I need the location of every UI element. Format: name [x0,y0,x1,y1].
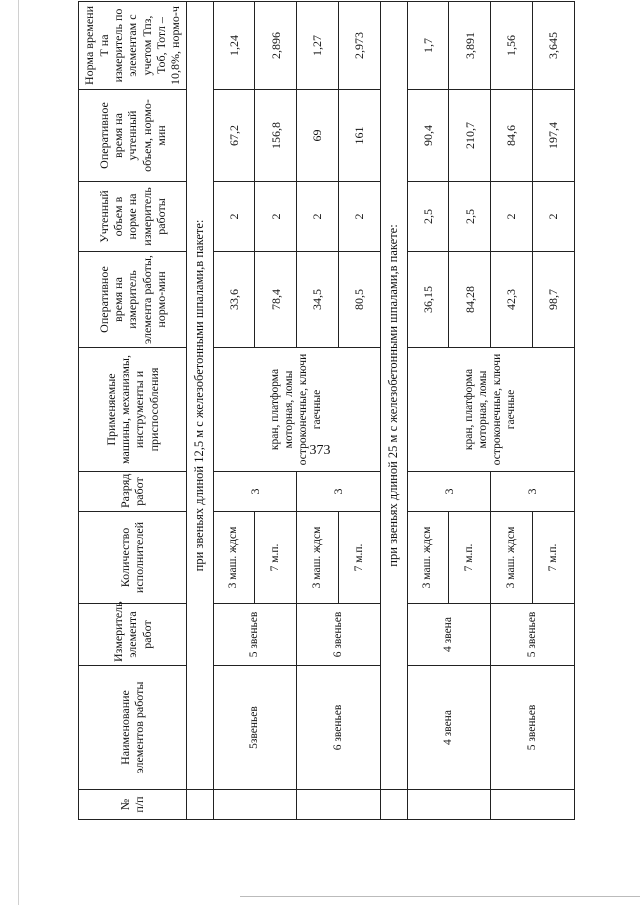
row-name: 5звеньев [213,666,297,790]
header-qty: Количество исполнителей [79,512,187,604]
row-grade: 3 [297,472,381,512]
row-norm-qty: 2,5 [449,182,491,252]
section-no [380,790,407,820]
section-tools: кран, платформа моторная, ломы остроконечные, ключи гаечные [213,348,380,472]
table-row [213,2,255,820]
row-op-total: 156,8 [255,90,297,182]
section-title: при звеньях длиной 12,5 м с железобетонными шпалами,в пакете: [186,2,213,790]
row-op-time: 42,3 [491,252,533,348]
row-qty-workers: 7 м.п. [255,512,297,604]
row-op-time: 36,15 [407,252,449,348]
row-meter: 5 звеньев [213,604,297,666]
row-name: 4 звена [407,666,491,790]
row-grade: 3 [491,472,575,512]
table-row [407,2,449,820]
row-norm-qty: 2 [491,182,533,252]
row-norm-time: 1,27 [297,2,339,90]
row-op-time: 80,5 [339,252,381,348]
header-tools: Применяемые машины, механизмы, инструменты и приспособления [79,348,187,472]
row-op-time: 84,28 [449,252,491,348]
row-grade: 3 [213,472,297,512]
row-qty-machinists: 3 маш. ждсм [297,512,339,604]
row-norm-time: 2,973 [339,2,381,90]
bottom-rule [240,896,640,897]
row-norm-time: 3,891 [449,2,491,90]
row-op-total: 161 [339,90,381,182]
row-norm-time: 1,56 [491,2,533,90]
row-meter: 4 звена [407,604,491,666]
row-op-total: 69 [297,90,339,182]
row-no [297,790,381,820]
row-op-total: 90,4 [407,90,449,182]
header-row [79,2,187,820]
row-op-time: 34,5 [297,252,339,348]
row-op-time: 33,6 [213,252,255,348]
header-norm-qty: Учтенный объем в норме на измеритель работы [79,182,187,252]
row-norm-time: 2,896 [255,2,297,90]
row-qty-workers: 7 м.п. [449,512,491,604]
row-no [407,790,491,820]
row-norm-qty: 2 [213,182,255,252]
header-no: № п/п [79,790,187,820]
row-norm-time: 1,24 [213,2,255,90]
header-meter: Измеритель элемента работ [79,604,187,666]
row-op-total: 67,2 [213,90,255,182]
row-norm-qty: 2 [255,182,297,252]
header-op-total: Оперативное время на учтенный объем, нормо-мин [79,90,187,182]
row-grade: 3 [407,472,491,512]
section-title: при звеньях длиной 25 м с железобетонными шпалами,в пакете: [380,2,407,790]
row-qty-machinists: 3 маш. ждсм [213,512,255,604]
row-op-total: 84,6 [491,90,533,182]
row-op-total: 210,7 [449,90,491,182]
row-qty-workers: 7 м.п. [533,512,575,604]
row-norm-qty: 2 [297,182,339,252]
row-name: 6 звеньев [297,666,381,790]
section-row [380,2,407,820]
section-no [186,790,213,820]
row-norm-time: 3,645 [533,2,575,90]
rotated-table-container [78,5,575,820]
row-norm-qty: 2,5 [407,182,449,252]
section-row [186,2,213,820]
row-op-time: 78,4 [255,252,297,348]
section-tools: кран, платформа моторная, ломы остроконечные, ключи гаечные [407,348,575,472]
row-meter: 5 звеньев [491,604,575,666]
row-norm-qty: 2 [339,182,381,252]
row-norm-time: 1,7 [407,2,449,90]
row-meter: 6 звеньев [297,604,381,666]
row-qty-machinists: 3 маш. ждсм [407,512,449,604]
row-op-total: 197,4 [533,90,575,182]
row-qty-workers: 7 м.п. [339,512,381,604]
header-grade: Разряд работ [79,472,187,512]
header-name: Наименование элементов работы [79,666,187,790]
row-norm-qty: 2 [533,182,575,252]
row-qty-machinists: 3 маш. ждсм [491,512,533,604]
page-number: 373 [309,443,331,458]
row-no [491,790,575,820]
header-norm-time: Норма времени Т на измеритель по элементам с учетом Тпз, Тоб, Тотл – 10,8%, нормо-ч [79,2,187,90]
header-op-meter: Оперативное время на измеритель элемента работы, нормо-мин [79,252,187,348]
norms-table [78,1,575,820]
row-no [213,790,297,820]
row-op-time: 98,7 [533,252,575,348]
row-name: 5 звеньев [491,666,575,790]
